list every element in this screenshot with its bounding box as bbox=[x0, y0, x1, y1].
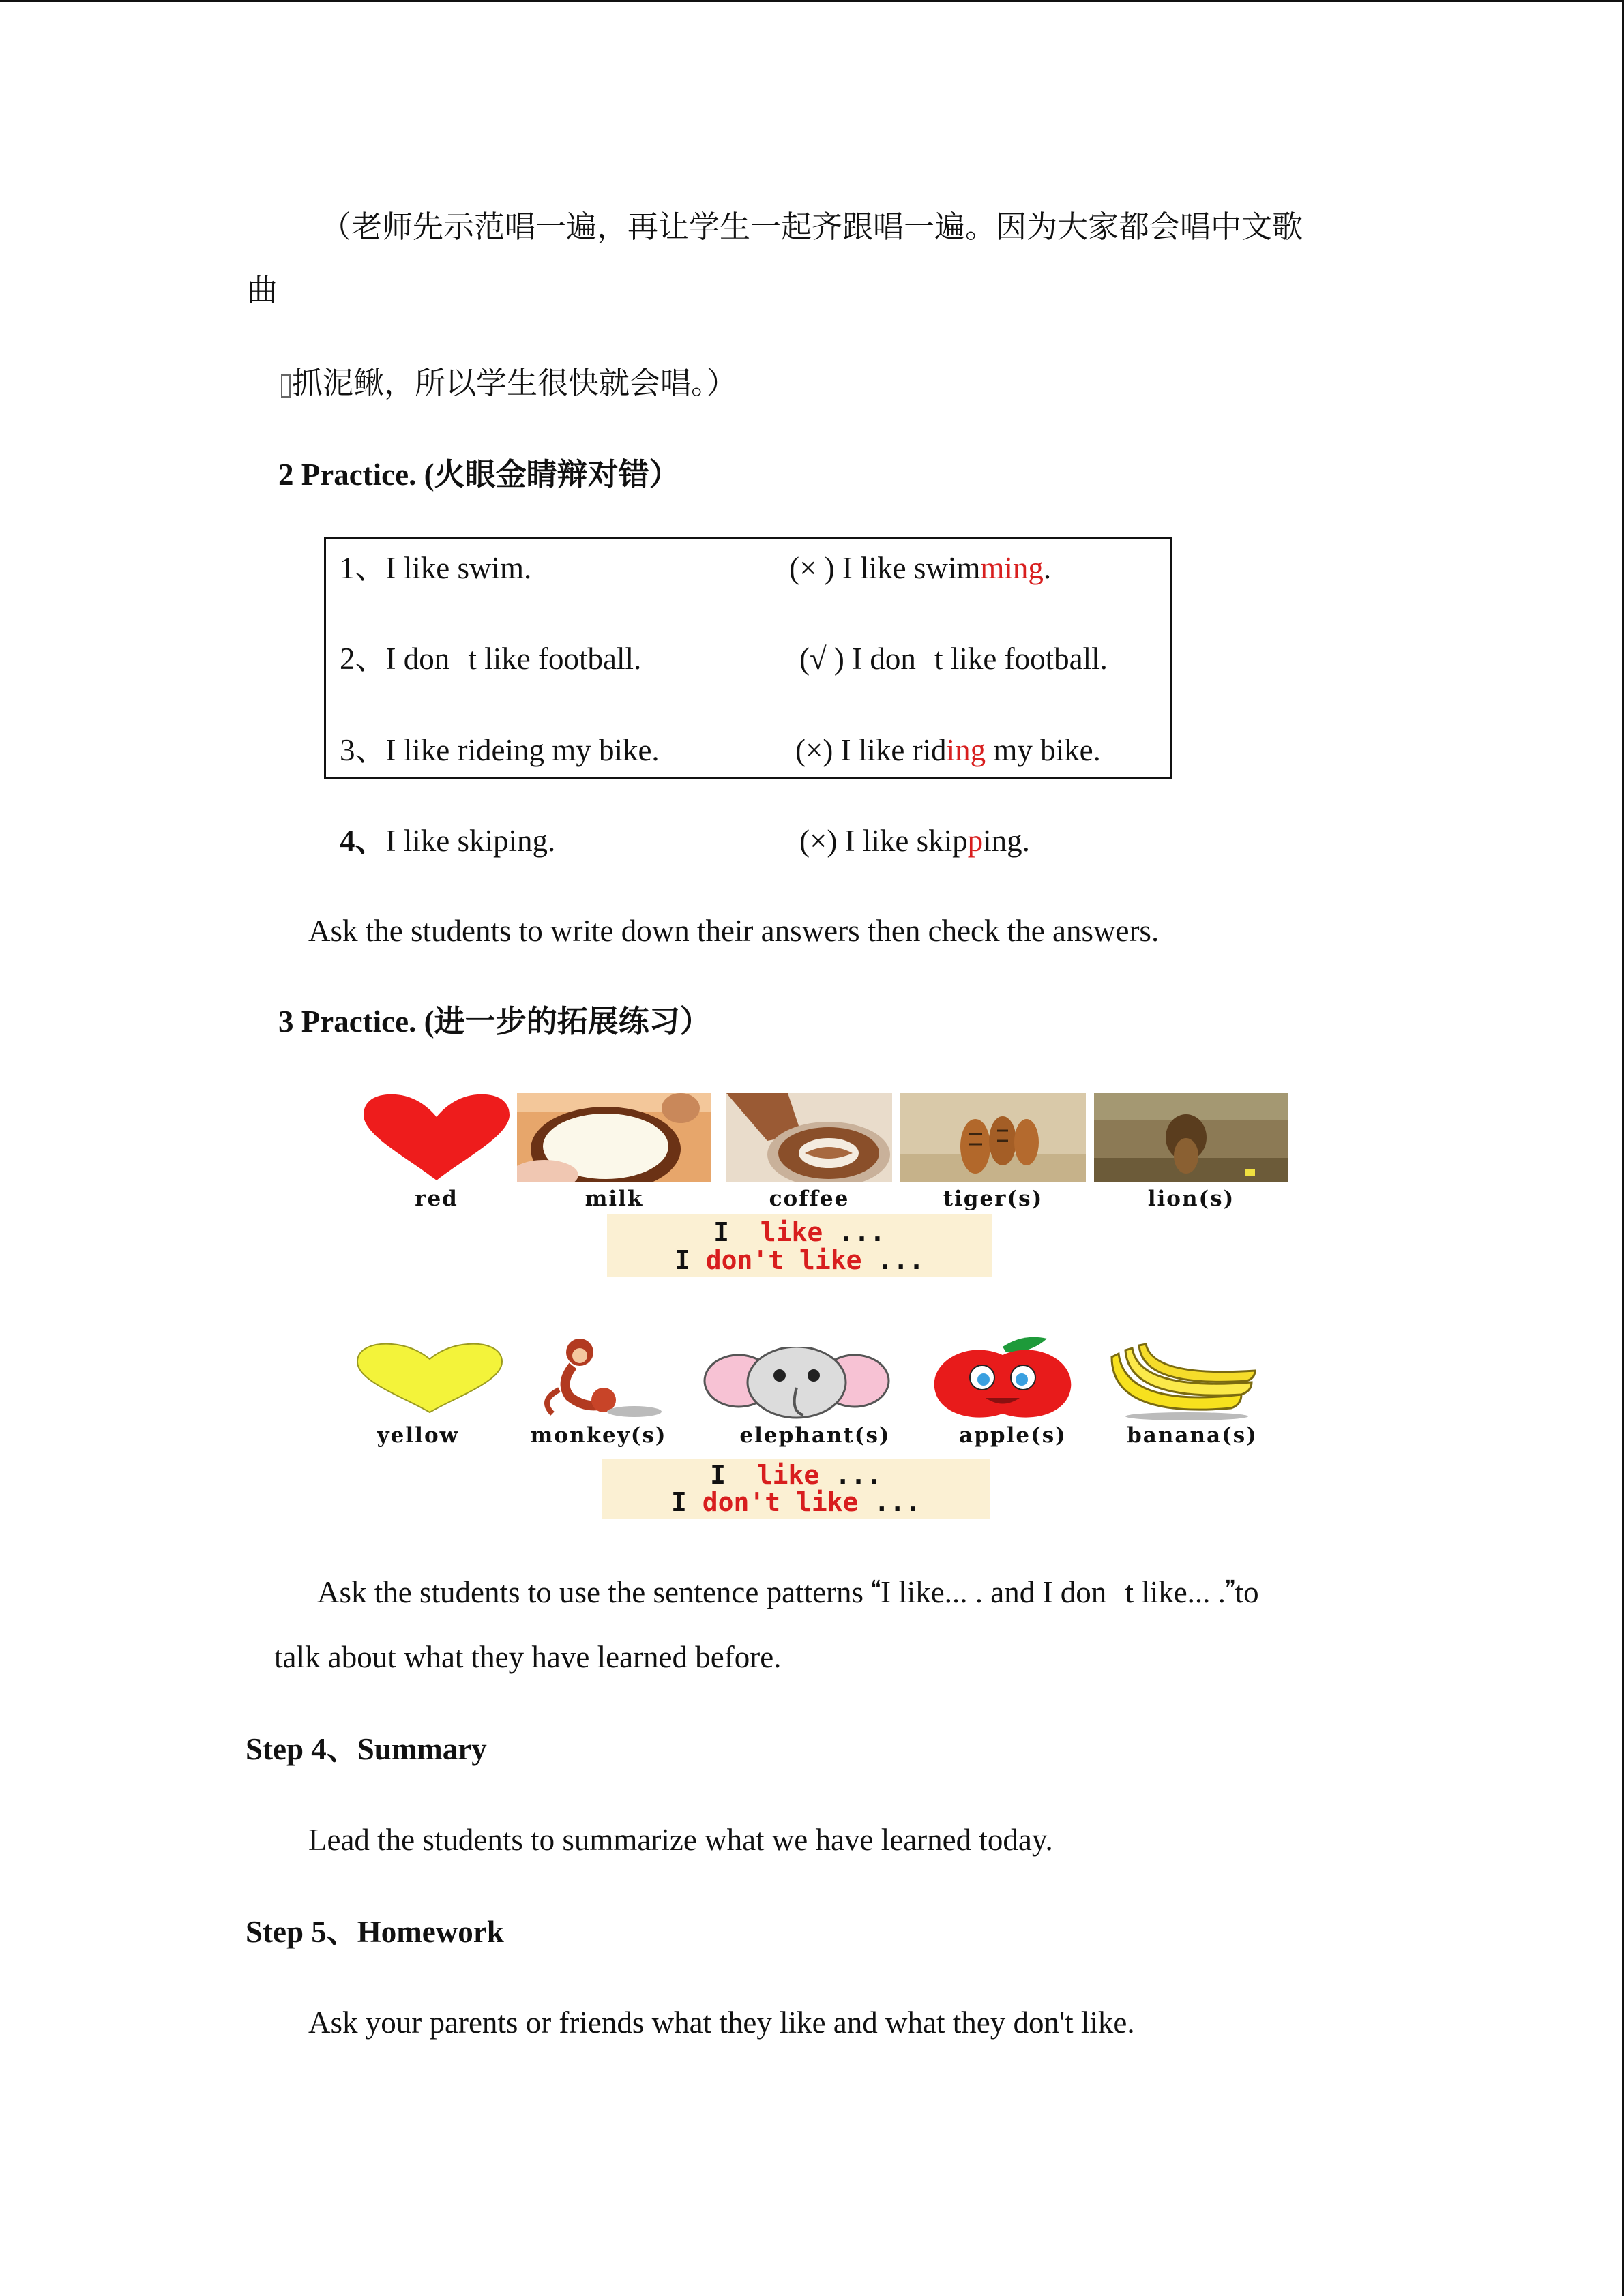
monkey-icon bbox=[532, 1335, 675, 1420]
banana-icon bbox=[1105, 1340, 1262, 1422]
practice2-item-3-fix: (×) I like riding my bike. bbox=[795, 733, 1101, 767]
practice2-item-4-fix: (×) I like skipping. bbox=[799, 824, 1030, 858]
label-red: red bbox=[415, 1187, 458, 1211]
practice2-item-2-fix: (√ ) I dont like football. bbox=[799, 642, 1108, 676]
apple-image bbox=[928, 1333, 1078, 1422]
like-pattern-box-1 bbox=[607, 1214, 992, 1277]
practice2-item-3-wrong: 3、I like rideing my bike. bbox=[340, 733, 660, 767]
intro-line-3 bbox=[281, 364, 737, 402]
intro-line-1: （老师先示范唱一遍，再让学生一起齐跟唱一遍。因为大家都会唱中文歌 bbox=[321, 210, 1303, 244]
label-lions: lion(s) bbox=[1147, 1187, 1235, 1211]
elephant-icon bbox=[701, 1347, 892, 1422]
red-heart-icon bbox=[360, 1093, 513, 1182]
tiger-image bbox=[900, 1093, 1086, 1182]
practice3-note-line-1: Ask the students to use the sentence patterns I like... . and I dont like... .to bbox=[317, 1575, 1259, 1609]
practice2-note: Ask the students to write down their answers then check the answers. bbox=[308, 914, 1160, 948]
intro-missing-quote-open bbox=[281, 374, 291, 398]
label-bananas: banana(s) bbox=[1127, 1423, 1258, 1448]
like-line-2: I like ... bbox=[710, 1460, 882, 1490]
step5-text: Ask your parents or friends what they like and what they don't like. bbox=[308, 2006, 1135, 2040]
like-pattern-box-2 bbox=[602, 1459, 990, 1519]
intro-line-3-text: 抓泥鳅，所以学生很快就会唱。） bbox=[292, 366, 737, 400]
label-monkeys: monkey(s) bbox=[530, 1423, 667, 1448]
practice2-item-1-wrong: 1、I like swim. bbox=[340, 551, 532, 585]
coffee-icon bbox=[726, 1093, 892, 1182]
practice2-item-4-wrong: 4、I like skiping. bbox=[340, 824, 556, 858]
label-tigers: tiger(s) bbox=[943, 1187, 1044, 1211]
page-top-border bbox=[0, 0, 1624, 2]
lion-icon bbox=[1094, 1093, 1288, 1182]
banana-image bbox=[1105, 1340, 1262, 1422]
step4-heading: Step 4、Summary bbox=[246, 1732, 487, 1766]
label-apples: apple(s) bbox=[959, 1423, 1067, 1448]
red-heart-image bbox=[360, 1093, 513, 1182]
yellow-heart-icon bbox=[353, 1341, 506, 1416]
like-line-1: I like ... bbox=[713, 1217, 885, 1247]
monkey-image bbox=[532, 1335, 675, 1420]
practice3-heading: 3 Practice. (进一步的拓展练习） bbox=[278, 1004, 711, 1039]
label-elephants: elephant(s) bbox=[739, 1423, 891, 1448]
tiger-icon bbox=[900, 1093, 1086, 1182]
practice2-item-1-fix: (× ) I like swimming. bbox=[789, 551, 1052, 585]
label-yellow: yellow bbox=[377, 1423, 460, 1448]
practice2-heading: 2 Practice. (火眼金睛辩对错） bbox=[278, 458, 680, 492]
practice3-note-line-2: talk about what they have learned before. bbox=[274, 1640, 782, 1674]
dislike-line-2: I don't like ... bbox=[670, 1487, 921, 1517]
apple-icon bbox=[928, 1333, 1078, 1422]
elephant-image bbox=[701, 1347, 892, 1422]
intro-line-2: 曲 bbox=[247, 273, 278, 308]
yellow-heart-image bbox=[353, 1341, 506, 1416]
milk-icon bbox=[517, 1093, 711, 1182]
step4-text: Lead the students to summarize what we have learned today. bbox=[308, 1823, 1053, 1857]
label-coffee: coffee bbox=[769, 1187, 850, 1211]
coffee-image bbox=[726, 1093, 892, 1182]
practice2-item-2-wrong: 2、I dont like football. bbox=[340, 642, 642, 676]
milk-image bbox=[517, 1093, 711, 1182]
label-milk: milk bbox=[585, 1187, 644, 1211]
lion-image bbox=[1094, 1093, 1288, 1182]
dislike-line-1: I don't like ... bbox=[674, 1245, 925, 1275]
step5-heading: Step 5、Homework bbox=[246, 1915, 504, 1949]
